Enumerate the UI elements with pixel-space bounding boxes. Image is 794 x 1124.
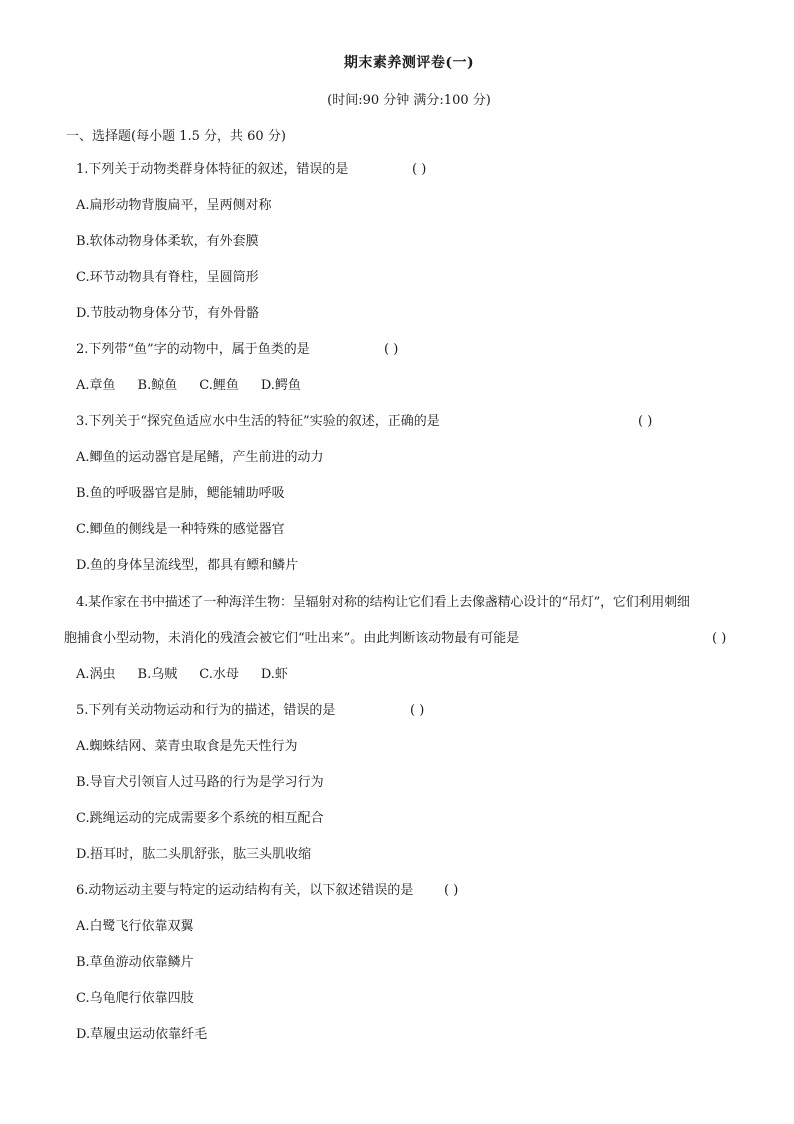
- question-5-option-a: A.蜘蛛结网、菜青虫取食是先天性行为: [76, 739, 298, 754]
- question-5-option-b: B.导盲犬引领盲人过马路的行为是学习行为: [76, 775, 324, 790]
- question-6-option-b: B.草鱼游动依靠鳞片: [76, 955, 194, 970]
- question-4-options: [76, 666, 310, 684]
- question-4-option-b: B.乌贼: [137, 667, 178, 682]
- question-4-stem-line-2: 胞捕食小型动物，未消化的残渣会被它们“吐出来”。由此判断该动物最有可能是: [64, 631, 520, 646]
- question-2-stem: 2.下列带“鱼”字的动物中，属于鱼类的是: [76, 342, 310, 357]
- question-4-option-d: D.虾: [260, 667, 288, 682]
- question-2-options: [76, 377, 323, 395]
- question-5-option-d: D.捂耳时，肱二头肌舒张，肱三头肌收缩: [76, 847, 312, 862]
- question-1-stem: 1.下列关于动物类群身体特征的叙述，错误的是: [76, 162, 349, 177]
- question-1-option-c: C.环节动物具有脊柱，呈圆筒形: [76, 270, 259, 285]
- page-subtitle: (时间:90 分钟 满分:100 分): [327, 93, 491, 108]
- question-4-answer-blank: ( ): [712, 631, 727, 646]
- question-4-option-c: C.水母: [199, 667, 239, 682]
- question-3-option-c: C.鲫鱼的侧线是一种特殊的感觉器官: [76, 522, 285, 537]
- question-2-option-b: B.鲸鱼: [137, 378, 178, 393]
- question-5-option-c: C.跳绳运动的完成需要多个系统的相互配合: [76, 811, 324, 826]
- question-1-option-a: A.扁形动物背腹扁平，呈两侧对称: [76, 198, 272, 213]
- question-5-answer-blank: ( ): [410, 703, 425, 718]
- question-1-answer-blank: ( ): [412, 162, 427, 177]
- question-3-answer-blank: ( ): [638, 414, 653, 429]
- question-6-stem: 6.动物运动主要与特定的运动结构有关，以下叙述错误的是: [76, 883, 414, 898]
- question-2-option-d: D.鳄鱼: [260, 378, 301, 393]
- page-title: 期末素养测评卷(一): [343, 55, 475, 71]
- question-2-answer-blank: ( ): [384, 342, 399, 357]
- question-2-option-a: A.章鱼: [76, 378, 116, 393]
- question-4-stem-line-1: 4.某作家在书中描述了一种海洋生物：呈辐射对称的结构让它们看上去像盏精心设计的“吊灯”，它们利用刺细: [76, 595, 690, 610]
- question-6-answer-blank: ( ): [444, 883, 459, 898]
- question-6-option-c: C.乌龟爬行依靠四肢: [76, 991, 194, 1006]
- question-1-option-b: B.软体动物身体柔软，有外套膜: [76, 234, 259, 249]
- question-5-stem: 5.下列有关动物运动和行为的描述，错误的是: [76, 703, 336, 718]
- question-6-option-d: D.草履虫运动依靠纤毛: [76, 1027, 208, 1042]
- section-heading: 一、选择题(每小题 1.5 分，共 60 分): [66, 129, 286, 144]
- question-3-option-b: B.鱼的呼吸器官是肺，鳃能辅助呼吸: [76, 486, 285, 501]
- question-4-option-a: A.涡虫: [76, 667, 116, 682]
- question-3-stem: 3.下列关于“探究鱼适应水中生活的特征”实验的叙述，正确的是: [76, 414, 440, 429]
- question-1-option-d: D.节肢动物身体分节，有外骨骼: [76, 306, 260, 321]
- question-3-option-a: A.鲫鱼的运动器官是尾鳍，产生前进的动力: [76, 450, 324, 465]
- question-2-option-c: C.鲤鱼: [199, 378, 239, 393]
- question-3-option-d: D.鱼的身体呈流线型，都具有鳔和鳞片: [76, 558, 299, 573]
- question-6-option-a: A.白鹭飞行依靠双翼: [76, 919, 194, 934]
